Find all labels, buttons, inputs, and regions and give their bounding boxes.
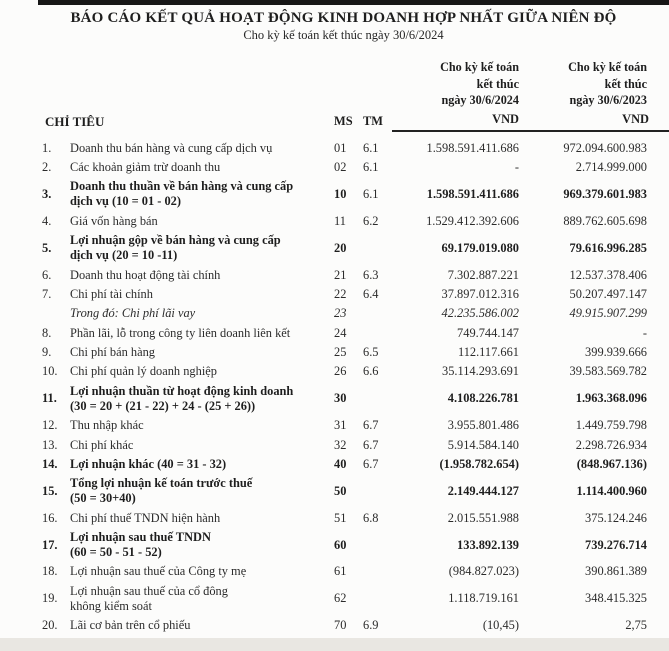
row-label bbox=[70, 584, 332, 614]
row-number: 19. bbox=[42, 591, 58, 606]
row-ms-code: 60 bbox=[334, 537, 347, 552]
row-label-line: (30 = 20 + (21 - 22) + 24 - (25 + 26)) bbox=[70, 398, 256, 413]
row-label-line: không kiểm soát bbox=[70, 598, 152, 613]
table-row-19 bbox=[40, 582, 647, 616]
row-value-2023: 1.449.759.798 bbox=[575, 418, 647, 433]
row-ms-code: 02 bbox=[334, 160, 347, 175]
row-label-line: Lợi nhuận sau thuế TNDN bbox=[70, 530, 211, 545]
row-ms-code: 61 bbox=[334, 564, 347, 579]
row-label-line: Giá vốn hàng bán bbox=[70, 213, 158, 228]
row-label bbox=[70, 287, 332, 302]
row-value-2024: 5.914.584.140 bbox=[447, 437, 519, 452]
row-value-2024: 2.149.444.127 bbox=[447, 483, 519, 498]
row-tm-note: 6.8 bbox=[363, 510, 379, 525]
row-ms-code: 30 bbox=[334, 391, 347, 406]
row-number: 13. bbox=[42, 437, 58, 452]
scan-top-edge bbox=[38, 0, 669, 5]
row-ms-code: 23 bbox=[334, 306, 347, 321]
row-ms-code: 31 bbox=[334, 418, 347, 433]
tm-column-header: TM bbox=[363, 113, 383, 128]
row-label-line: Lợi nhuận sau thuế của Công ty mẹ bbox=[70, 564, 247, 579]
row-tm-note: 6.7 bbox=[363, 437, 379, 452]
row-label bbox=[70, 233, 332, 263]
row-ms-code: 32 bbox=[334, 437, 347, 452]
row-number: 17. bbox=[42, 537, 58, 552]
period-header-2024 bbox=[392, 59, 519, 109]
row-label-line: Chi phí thuế TNDN hiện hành bbox=[70, 510, 221, 525]
row-number: 9. bbox=[42, 345, 52, 360]
row-label bbox=[70, 179, 332, 209]
row-label-line: dịch vụ (20 = 10 -11) bbox=[70, 248, 178, 263]
table-row-15 bbox=[40, 474, 647, 508]
row-value-2024: 1.598.591.411.686 bbox=[426, 140, 519, 155]
table-row-1 bbox=[40, 139, 647, 158]
report-subtitle: Cho kỳ kế toán kết thúc ngày 30/6/2024 bbox=[243, 28, 444, 42]
report-title: BÁO CÁO KẾT QUẢ HOẠT ĐỘNG KINH DOANH HỢP NHẤT GIỮA NIÊN ĐỘ bbox=[70, 10, 617, 26]
row-value-2024: 112.117.661 bbox=[457, 345, 519, 360]
row-value-2024: 1.118.719.161 bbox=[448, 591, 519, 606]
row-label bbox=[70, 618, 332, 633]
period-line: kết thúc bbox=[476, 76, 519, 91]
row-value-2023: 739.276.714 bbox=[585, 537, 647, 552]
ms-column-header: MS bbox=[334, 113, 353, 128]
row-ms-code: 50 bbox=[334, 483, 347, 498]
row-ms-code: 24 bbox=[334, 325, 347, 340]
table-row-7 bbox=[40, 285, 647, 304]
row-value-2023: 972.094.600.983 bbox=[563, 140, 647, 155]
row-ms-code: 40 bbox=[334, 456, 347, 471]
row-label bbox=[70, 530, 332, 560]
row-value-2024: (1.958.782.654) bbox=[439, 456, 519, 471]
row-number: 1. bbox=[42, 140, 52, 155]
row-label bbox=[70, 384, 332, 414]
row-label-line: dịch vụ (10 = 01 - 02) bbox=[70, 194, 182, 209]
row-ms-code: 20 bbox=[334, 240, 347, 255]
row-label bbox=[70, 364, 332, 379]
table-row-13 bbox=[40, 435, 647, 454]
vnd-column-header-2023: VND bbox=[519, 112, 669, 132]
period-line: ngày 30/6/2023 bbox=[569, 93, 647, 107]
row-label bbox=[70, 141, 332, 156]
table-row-10 bbox=[40, 362, 647, 381]
row-value-2024: (10,45) bbox=[482, 618, 519, 633]
row-label bbox=[70, 345, 332, 360]
row-ms-code: 51 bbox=[334, 510, 347, 525]
row-value-2023: (848.967.136) bbox=[576, 456, 647, 471]
period-line: Cho kỳ kế toán bbox=[440, 60, 519, 74]
row-ms-code: 62 bbox=[334, 591, 347, 606]
row-value-2024: 1.529.412.392.606 bbox=[426, 213, 519, 228]
table-row-9 bbox=[40, 343, 647, 362]
row-value-2023: 889.762.605.698 bbox=[563, 213, 647, 228]
table-row-2 bbox=[40, 158, 647, 177]
row-value-2024: 749.744.147 bbox=[457, 325, 519, 340]
row-value-2023: 2.298.726.934 bbox=[575, 437, 647, 452]
row-label bbox=[70, 268, 332, 283]
table-row-11 bbox=[40, 382, 647, 416]
row-label-line: Trong đó: Chi phí lãi vay bbox=[70, 306, 196, 321]
row-label-line: Lợi nhuận gộp về bán hàng và cung cấp bbox=[70, 233, 281, 248]
row-number: 15. bbox=[42, 483, 58, 498]
row-value-2024: 37.897.012.316 bbox=[441, 286, 519, 301]
indicator-column-header: CHỈ TIÊU bbox=[45, 113, 105, 129]
row-number: 2. bbox=[42, 160, 52, 175]
row-value-2023: 399.939.666 bbox=[585, 345, 647, 360]
row-number: 16. bbox=[42, 510, 58, 525]
row-number: 10. bbox=[42, 364, 58, 379]
row-ms-code: 25 bbox=[334, 345, 347, 360]
row-tm-note: 6.9 bbox=[363, 618, 379, 633]
row-label bbox=[70, 306, 332, 321]
row-ms-code: 01 bbox=[334, 140, 347, 155]
row-value-2023: 969.379.601.983 bbox=[563, 186, 647, 201]
vnd-column-header-2024: VND bbox=[392, 112, 519, 132]
row-value-2023: 1.114.400.960 bbox=[576, 483, 647, 498]
row-ms-code: 11 bbox=[334, 213, 346, 228]
period-header-row bbox=[40, 59, 647, 109]
row-number: 6. bbox=[42, 267, 52, 282]
table-row-8 bbox=[40, 324, 647, 343]
row-number: 8. bbox=[42, 325, 52, 340]
row-number: 14. bbox=[42, 456, 58, 471]
row-value-2023: 39.583.569.782 bbox=[569, 364, 647, 379]
row-value-2024: 69.179.019.080 bbox=[441, 240, 519, 255]
row-label bbox=[70, 326, 332, 341]
table-row-4 bbox=[40, 212, 647, 231]
row-value-2023: 2.714.999.000 bbox=[575, 160, 647, 175]
row-value-2023: 2,75 bbox=[625, 618, 647, 633]
row-value-2023: 49.915.907.299 bbox=[569, 306, 647, 321]
row-tm-note: 6.3 bbox=[363, 267, 379, 282]
table-row-7-interest-detail bbox=[40, 304, 647, 323]
row-value-2023: 348.415.325 bbox=[585, 591, 647, 606]
row-tm-note: 6.7 bbox=[363, 456, 379, 471]
row-label bbox=[70, 476, 332, 506]
row-ms-code: 10 bbox=[334, 186, 347, 201]
row-label bbox=[70, 457, 332, 472]
row-label-line: Lợi nhuận sau thuế của cổ đông bbox=[70, 583, 228, 598]
row-tm-note: 6.7 bbox=[363, 418, 379, 433]
row-value-2024: 1.598.591.411.686 bbox=[426, 186, 519, 201]
row-value-2023: 390.861.389 bbox=[585, 564, 647, 579]
row-tm-note: 6.1 bbox=[363, 160, 379, 175]
report-content bbox=[40, 0, 647, 635]
row-label-line: (60 = 50 - 51 - 52) bbox=[70, 545, 162, 560]
row-ms-code: 22 bbox=[334, 286, 347, 301]
row-value-2024: 7.302.887.221 bbox=[447, 267, 519, 282]
row-number: 12. bbox=[42, 418, 58, 433]
row-number: 20. bbox=[42, 618, 58, 633]
row-number: 7. bbox=[42, 286, 52, 301]
row-label-line: Doanh thu hoạt động tài chính bbox=[70, 267, 221, 282]
period-line: Cho kỳ kế toán bbox=[568, 60, 647, 74]
table-row-14 bbox=[40, 455, 647, 474]
column-header-row bbox=[40, 112, 647, 132]
row-value-2024: 42.235.586.002 bbox=[441, 306, 519, 321]
row-value-2024: (984.827.023) bbox=[448, 564, 519, 579]
table-row-20 bbox=[40, 616, 647, 635]
row-label-line: Tổng lợi nhuận kế toán trước thuế bbox=[70, 476, 253, 491]
table-row-18 bbox=[40, 562, 647, 581]
period-line: kết thúc bbox=[604, 76, 647, 91]
row-label-line: Chi phí quản lý doanh nghiệp bbox=[70, 364, 217, 379]
row-label-line: Doanh thu thuần về bán hàng và cung cấp bbox=[70, 179, 294, 194]
row-value-2023: 50.207.497.147 bbox=[569, 286, 647, 301]
row-label-line: Phần lãi, lỗ trong công ty liên doanh liên kết bbox=[70, 325, 291, 340]
row-value-2024: 3.955.801.486 bbox=[447, 418, 519, 433]
row-number: 18. bbox=[42, 564, 58, 579]
row-label-line: Lợi nhuận thuần từ hoạt động kinh doanh bbox=[70, 383, 294, 398]
row-value-2023: 1.963.368.096 bbox=[575, 391, 647, 406]
table-row-3 bbox=[40, 177, 647, 211]
income-statement-table bbox=[40, 59, 647, 635]
row-label-line: (50 = 30+40) bbox=[70, 491, 136, 506]
row-number: 3. bbox=[42, 186, 52, 201]
row-label-line: Lãi cơ bản trên cổ phiếu bbox=[70, 618, 191, 633]
period-line: ngày 30/6/2024 bbox=[441, 93, 519, 107]
row-tm-note: 6.6 bbox=[363, 364, 379, 379]
row-label-line: Lợi nhuận khác (40 = 31 - 32) bbox=[70, 456, 227, 471]
row-label-line: Doanh thu bán hàng và cung cấp dịch vụ bbox=[70, 140, 273, 155]
row-ms-code: 26 bbox=[334, 364, 347, 379]
row-number: 5. bbox=[42, 240, 52, 255]
row-label bbox=[70, 418, 332, 433]
row-value-2023: 79.616.996.285 bbox=[569, 240, 647, 255]
row-label bbox=[70, 564, 332, 579]
table-body bbox=[40, 139, 647, 636]
row-label bbox=[70, 438, 332, 453]
row-value-2024: 2.015.551.988 bbox=[447, 510, 519, 525]
row-value-2024: - bbox=[514, 160, 519, 175]
scan-bottom-edge bbox=[0, 638, 669, 651]
row-value-2024: 35.114.293.691 bbox=[442, 364, 519, 379]
period-header-2023 bbox=[519, 59, 647, 109]
row-tm-note: 6.4 bbox=[363, 286, 379, 301]
table-row-6 bbox=[40, 265, 647, 284]
row-label bbox=[70, 511, 332, 526]
row-value-2023: - bbox=[642, 325, 647, 340]
table-row-12 bbox=[40, 416, 647, 435]
row-ms-code: 21 bbox=[334, 267, 347, 282]
row-label-line: Chi phí tài chính bbox=[70, 286, 153, 301]
row-number: 4. bbox=[42, 213, 52, 228]
row-ms-code: 70 bbox=[334, 618, 347, 633]
row-label-line: Chi phí bán hàng bbox=[70, 345, 156, 360]
row-value-2023: 375.124.246 bbox=[585, 510, 647, 525]
row-label-line: Các khoản giảm trừ doanh thu bbox=[70, 160, 221, 175]
row-tm-note: 6.2 bbox=[363, 213, 379, 228]
row-tm-note: 6.1 bbox=[363, 140, 379, 155]
row-value-2024: 4.108.226.781 bbox=[447, 391, 519, 406]
table-row-17 bbox=[40, 528, 647, 562]
row-tm-note: 6.1 bbox=[363, 186, 379, 201]
row-label bbox=[70, 214, 332, 229]
row-label-line: Thu nhập khác bbox=[70, 418, 144, 433]
table-row-16 bbox=[40, 509, 647, 528]
row-label bbox=[70, 160, 332, 175]
row-value-2024: 133.892.139 bbox=[457, 537, 519, 552]
row-number: 11. bbox=[42, 391, 57, 406]
row-tm-note: 6.5 bbox=[363, 345, 379, 360]
table-row-5 bbox=[40, 231, 647, 265]
row-label-line: Chi phí khác bbox=[70, 437, 134, 452]
row-value-2023: 12.537.378.406 bbox=[569, 267, 647, 282]
